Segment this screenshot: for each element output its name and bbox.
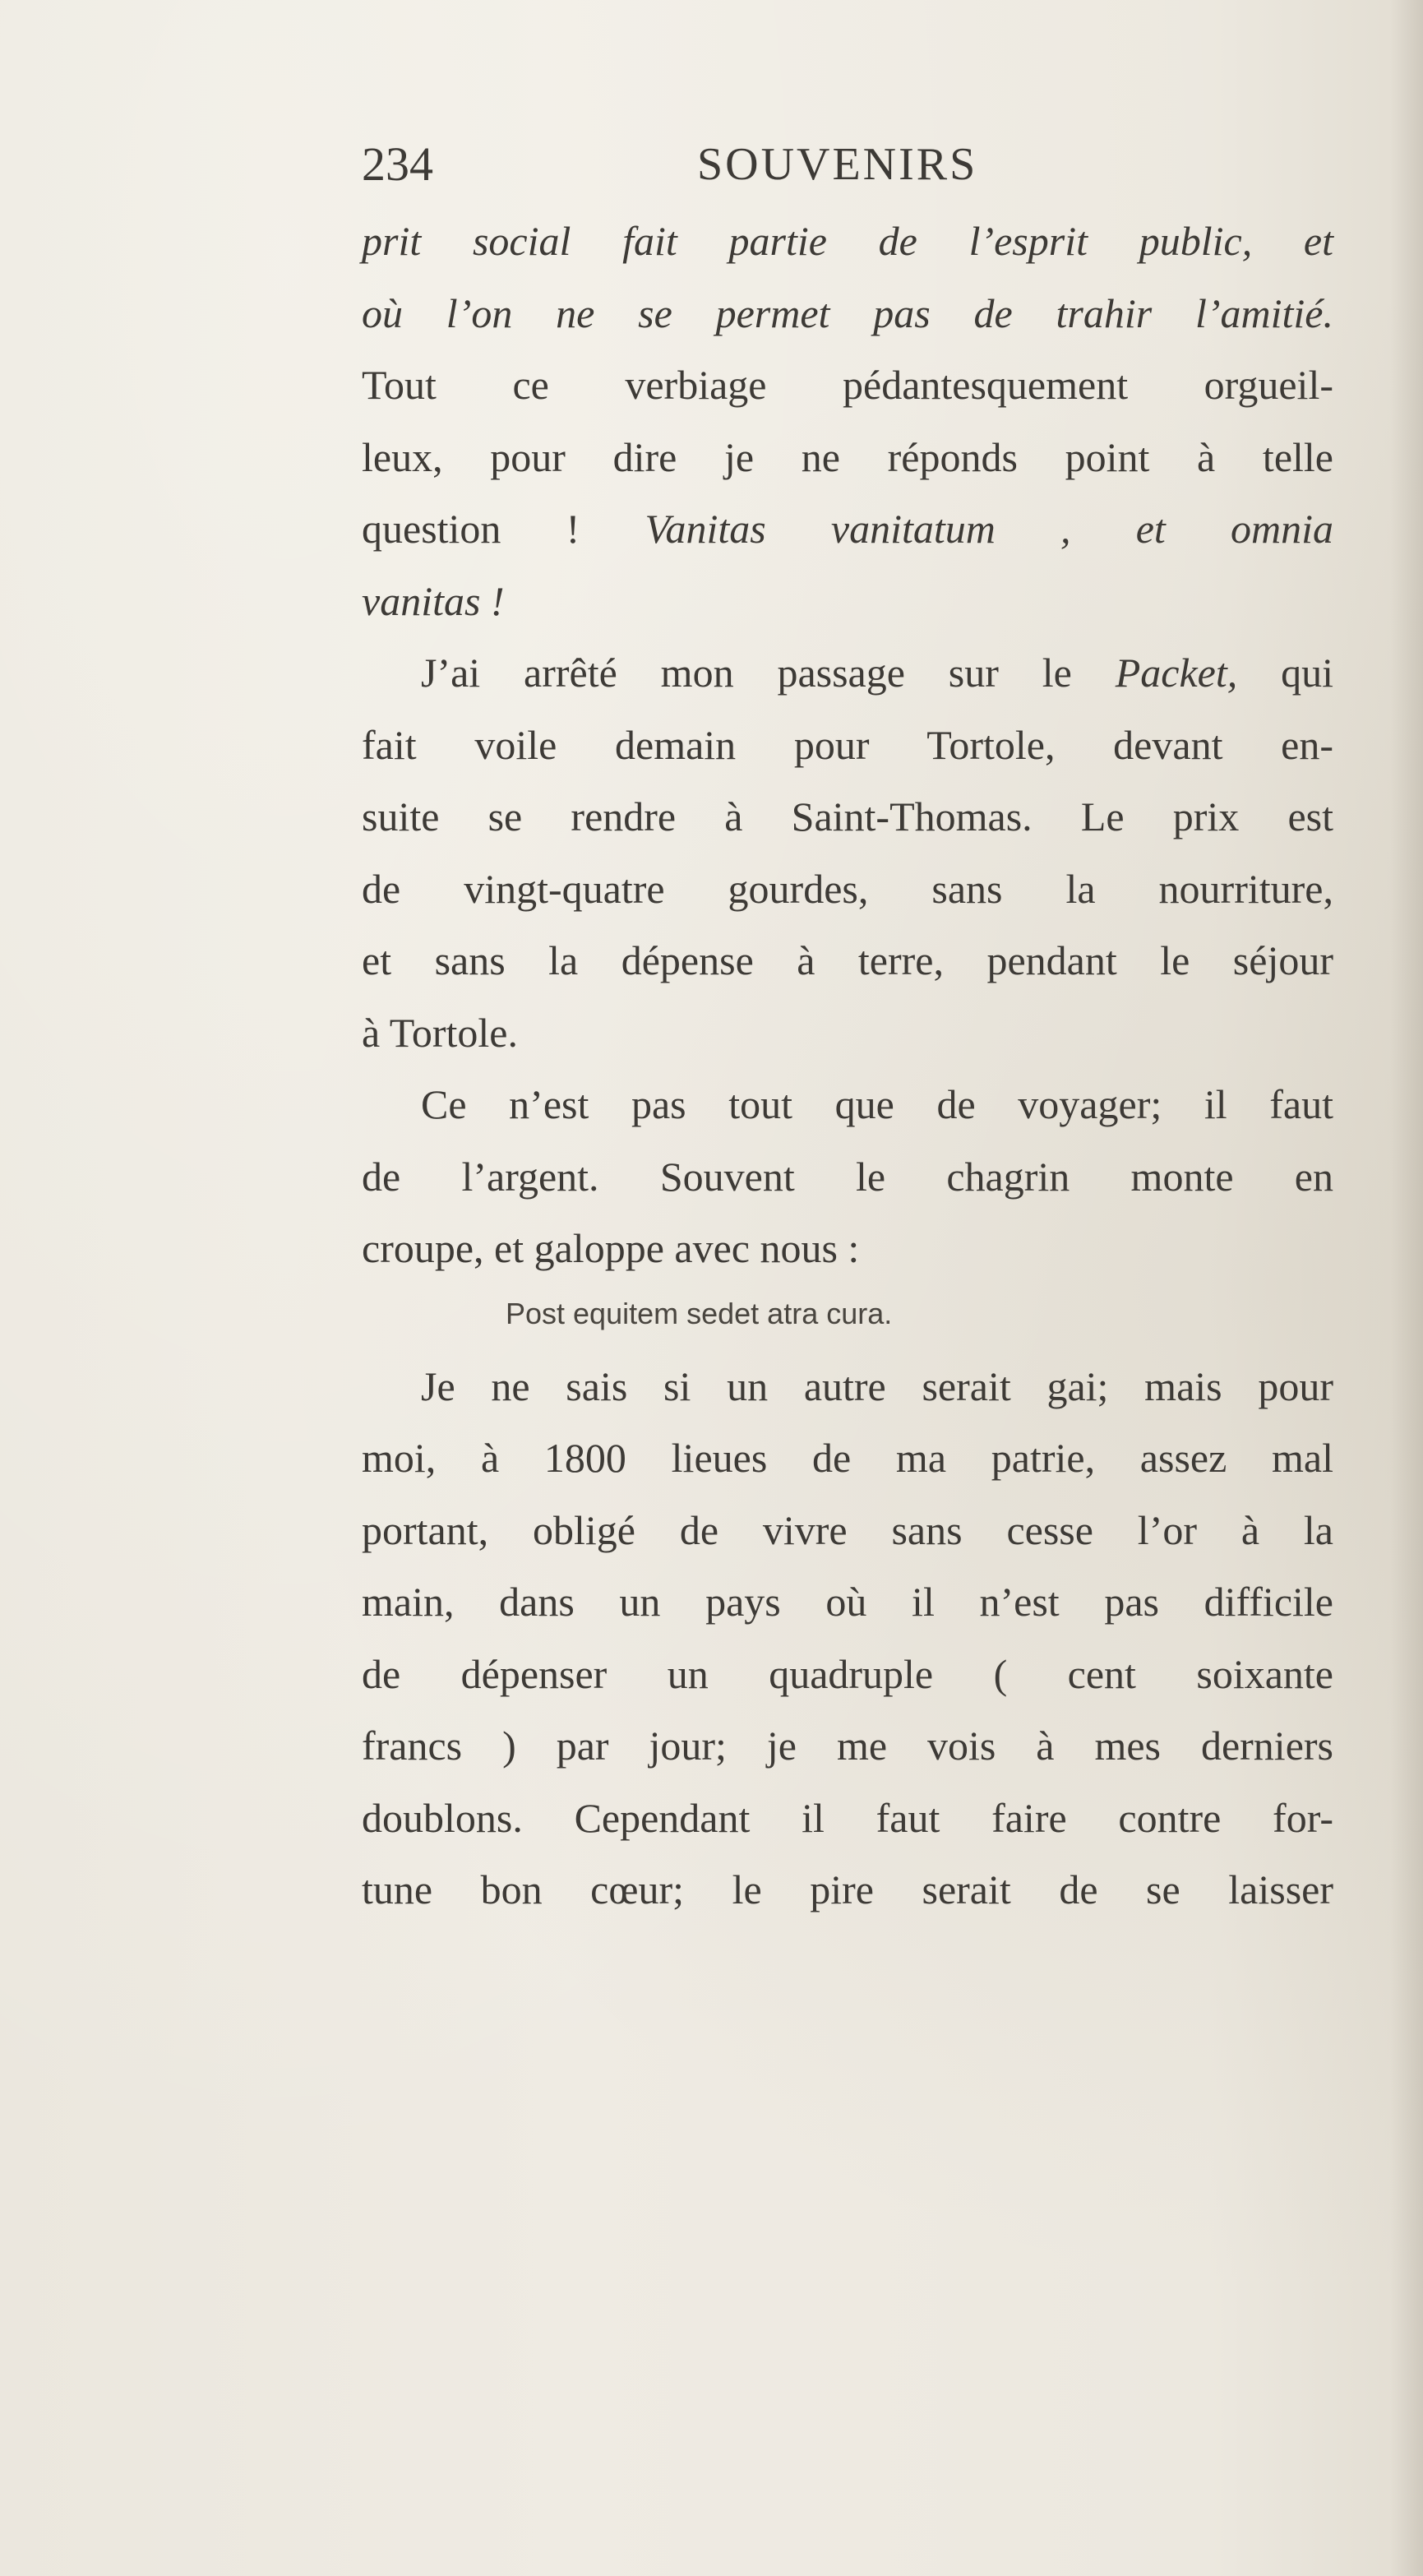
text-line: main, dans un pays où il n’est pas difficile (362, 1579, 1333, 1625)
text-line: francs ) par jour; je me vois à mes derniers (362, 1723, 1333, 1769)
text-line: de dépenser un quadruple ( cent soixante (362, 1650, 1333, 1697)
text-line (362, 206, 1333, 278)
text-line: suite se rendre à Saint-Thomas. Le prix est (362, 793, 1333, 839)
page-number: 234 (362, 137, 433, 191)
text-segment: question ! (362, 506, 645, 552)
text-line: Tout ce verbiage pédantesquement orgueil- (362, 362, 1333, 408)
text-line: Je ne sais si un autre serait gai; mais pour (421, 1362, 1333, 1409)
text-line: doublons. Cependant il faut faire contre for- (362, 1794, 1333, 1841)
text-line: et sans la dépense à terre, pendant le séjour (362, 937, 1333, 983)
text-line (362, 637, 1333, 710)
text-line: moi, à 1800 lieues de ma patrie, assez mal (362, 1435, 1333, 1481)
text-line: leux, pour dire je ne réponds point à telle (362, 433, 1333, 480)
text-line: de l’argent. Souvent le chagrin monte en (362, 1153, 1333, 1200)
text-line (362, 493, 1333, 566)
body-text (362, 206, 1333, 1926)
text-line: de vingt-quatre gourdes, sans la nourriture, (362, 865, 1333, 912)
spacer (362, 1343, 1333, 1351)
page-edge-shadow (1390, 0, 1423, 2576)
text-line: Ce n’est pas tout que de voyager; il faut (421, 1081, 1333, 1127)
text-line: fait voile demain pour Tortole, devant en- (362, 721, 1333, 768)
text-line (362, 278, 1333, 350)
text-line: tune bon cœur; le pire serait de se laisser (362, 1866, 1333, 1912)
italic-text: Packet, (1115, 650, 1238, 696)
text-line: croupe, et galoppe avec nous : (362, 1225, 860, 1271)
italic-text: où l’on ne se permet pas de trahir l’amitié. (362, 289, 1333, 336)
text-segment: qui (1237, 650, 1333, 696)
text-segment: J’ai arrêté mon passage sur le (421, 650, 1116, 696)
italic-text: prit social fait partie de l’esprit public, et (362, 218, 1333, 264)
italic-text: vanitas ! (362, 577, 505, 624)
text-line: portant, obligé de vivre sans cesse l’or à la (362, 1506, 1333, 1553)
latin-quotation: Post equitem sedet atra cura. (506, 1296, 893, 1330)
text-line (362, 566, 1333, 638)
text-line: à Tortole. (362, 1009, 518, 1056)
page-header (362, 132, 1102, 197)
running-head: SOUVENIRS (697, 139, 978, 190)
italic-text: Vanitas vanitatum , et omnia (645, 506, 1333, 552)
